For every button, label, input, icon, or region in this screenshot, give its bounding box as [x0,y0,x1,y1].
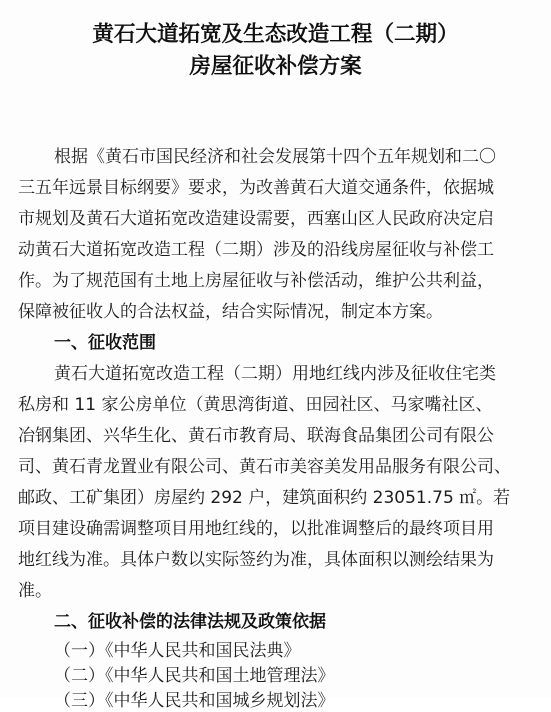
section1-line: 准。 [18,581,52,601]
section-heading-legal-basis: 二、征收补偿的法律法规及政策依据 [54,612,326,632]
section1-line: 邮政、工矿集团）房屋约 292 户，建筑面积约 23051.75 ㎡。若 [18,488,511,508]
section1-line: 黄石大道拓宽改造工程（二期）用地红线内涉及征收住宅类 [54,364,496,384]
intro-line: 作。为了规范国有土地上房屋征收与补偿活动，维护公共利益， [18,271,494,291]
intro-line: 根据《黄石市国民经济和社会发展第十四个五年规划和二〇 [54,147,496,167]
section1-line: 地红线为准。具体户数以实际签约为准，具体面积以测绘结果为 [18,550,494,570]
section1-line: 私房和 11 家公房单位（黄思湾街道、田园社区、马家嘴社区、 [18,395,493,415]
legal-basis-item: （三）《中华人民共和国城乡规划法》 [54,691,335,711]
section1-line: 司、黄石青龙置业有限公司、黄石市美容美发用品服务有限公司、 [18,457,511,477]
intro-line: 市规划及黄石大道拓宽改造建设需要，西塞山区人民政府决定启 [18,209,494,229]
legal-basis-item: （二）《中华人民共和国土地管理法》 [54,666,335,686]
section1-line: 项目建设确需调整项目用地红线的，以批准调整后的最终项目用 [18,519,494,539]
document-title-line-1: 黄石大道拓宽及生态改造工程（二期） [92,22,459,47]
intro-line: 动黄石大道拓宽改造工程（二期）涉及的沿线房屋征收与补偿工 [18,240,494,260]
intro-line: 保障被征收人的合法权益，结合实际情况，制定本方案。 [18,302,443,322]
intro-line: 三五年远景目标纲要》要求，为改善黄石大道交通条件，依据城 [18,178,494,198]
document-title-line-2: 房屋征收补偿方案 [189,54,362,79]
legal-basis-item: （一）《中华人民共和国民法典》 [54,641,301,661]
section-heading-scope: 一、征收范围 [54,333,156,353]
section1-line: 冶钢集团、兴华生化、黄石市教育局、联海食品集团公司有限公 [18,426,494,446]
